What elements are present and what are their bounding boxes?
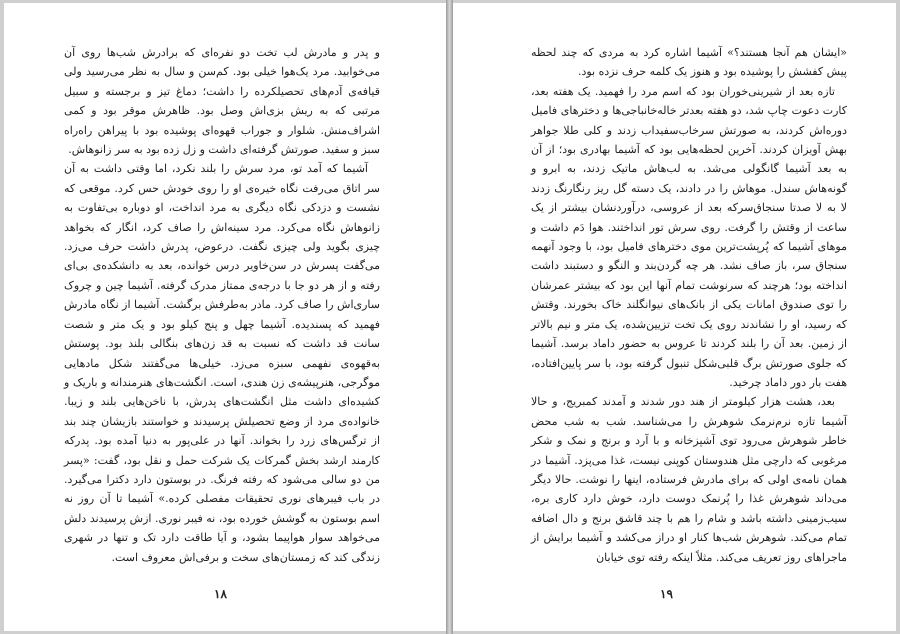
- book-gutter: [446, 0, 453, 634]
- paragraph: و پدر و مادرش لب تخت دو نفره‌ای که برادرش شب‌ها روی آن می‌خوابید. مرد یک‌هوا خیلی بود. کم‌سن و سال به نظر می‌رسید ولی قیافه‌ی آدم‌های تحصیلکرده را داشت؛ دماغ تیز و برجسته و سبیل مرتبی که به ریش بزی‌اش وصل بود. ظاهرش موقر بود و کمی اشراف‌منش. شلوار و جوراب قهوه‌ای پوشیده بود با پیراهن راه‌راه سبز و سفید. صورتش گرفته‌ای داشت و زل زده بود به سر زانوهاش.: [64, 46, 380, 157]
- paragraph: «ایشان هم آنجا هستند؟» آشیما اشاره کرد به مردی که چند لحظه پیش کفشش را پوشیده بود و هنوز یک کلمه حرف نزده بود.: [531, 46, 847, 79]
- paragraph: آشیما که آمد تو، مرد سرش را بلند نکرد، اما وقتی داشت به آن سر اتاق می‌رفت نگاه خیره‌ی او را روی خودش حس کرد. موقعی که نشست و دزدکی نگاه دیگری به مرد انداخت، او دوباره بی‌تفاوت به زانوهاش نگاه می‌کرد. مرد سینه‌اش را صاف کرد، انگار که بخواهد چیزی بگوید ولی چیزی نگفت. درعوض، پدرش داشت حرف می‌زد. می‌گفت پسرش در سن‌خاویر درس خوانده، بعد به دانشکده‌ی بی‌ای رفته و از هر دو جا با درجه‌ی ممتاز مدرک گرفته. آشیما چین و چروک ساری‌اش را صاف کرد. مادر به‌طرفش برگشت. آشیما از نگاه مادرش فهمید که پسندیده. آشیما چهل و پنج کیلو بود و یک متر و شصت سانت قد داشت که نسبت به قد زن‌های بنگالی بلند بود. پوستش به‌قهوه‌ی نفهمی سبزه می‌زد. خیلی‌ها می‌گفتند شکل مادهایی موگرجی، هنرپیشه‌ی زن هندی، است. انگشت‌های هنرمندانه و باریک و کشیده‌ای داشت مثل انگشت‌های پدرش، با ناخن‌هایی بلند و زیبا. خانواده‌ی مرد از وضع تحصیلش پرسیدند و خواستند بازیشان چند بند از ترگس‌های زرد را بخواند. آنها در علی‌پور به دنیا آمده بود. پدرکه کارمند ارشد بخش گمرکات یک شرکت حمل و نقل بود، گفت: «پسر من دو سالی می‌شود که رفته فرنگ. در بوستون دارد دکترا می‌گیرد. در باب فیبرهای نوری تحقیقات مفصلی کرده.» آشیما تا آن روز نه اسم بوستون به گوشش خورده بود، نه فیبر نوری. ازش پرسیدند دلش می‌خواهد سوار هواپیما بشود، و آیا طاقت دارد تک و تنها در شهری زندگی کند که زمستان‌های سخت و برفی‌اش معروف است.: [64, 162, 380, 564]
- page-number: ۱۹: [660, 587, 673, 601]
- left-page: [4, 3, 446, 631]
- left-page-text: [64, 43, 380, 567]
- right-page: [453, 3, 896, 631]
- right-page-text: [531, 43, 847, 567]
- paragraph: بعد، هشت هزار کیلومتر از هند دور شدند و آمدند کمبریج، و حالا آشیما تازه نرم‌نرمک شوهرش را می‌شناسد. شب به شب محض خاطر شوهرش می‌رود توی آشپزخانه و با آرد و برنج و نمک و شکر مرغوبی که دارچی مثل هندوستان کوپنی نیست، غذا می‌پزد. آشیما در همان نامه‌ی اولی که برای مادرش فرستاده، اینها را نوشت. حالا دیگر می‌داند شوهرش غذا را پُرنمک دوست دارد، خوش دارد کاری بره، سیب‌زمینی داشته باشد و شام را هم با چند قاشق برنج و دال اضافه تمام می‌کند. شوهرش شب‌ها کنار او دراز می‌کشد و آشیما برایش از ماجراهای روز تعریف می‌کند. مثلاً اینکه رفته توی خیابان: [531, 395, 847, 564]
- paragraph: تازه بعد از شیرینی‌خوران بود که اسم مرد را فهمید. یک هفته بعد، کارت دعوت چاپ شد، دو هفته بعد‌تر خاله‌خانباجی‌ها و دخترهای فامیل دوره‌اش کردند، به صورتش سرخاب‌سفیداب زدند و کلی طلا جواهر بهش آویزان کردند. آخرین لحظه‌هایی بود که آشیما بهادری بود؛ از آن به بعد آشیما گانگولی می‌شد. به لب‌هاش ماتیک زدند، به ابرو و گونه‌هاش سندل. موهاش را در دادند، یک دسته گل ریز رنگارنگ زدند لا به لا صدتا سنجاق‌سرکه بعد از عروسی، درآوردنشان بیشتر از یک ساعت از وقتش را گرفت. روی سرش تور انداختند. هوا دَم داشت و موهای آشیما که پُرپشت‌ترین موی دخترهای فامیل بود، با وجود آنهمه سنجاق سر، باز صاف نشد. هر چه گردن‌بند و النگو و دستبند داشت انداخته بود؛ هرچند که سرنوشت تمام آنها این بود که بیشتر عمرشان را توی صندوق امانات یکی از بانک‌های نیوانگلند خاک بخورند. وقتش که رسید، او را نشاندند روی یک تخت تزیین‌شده، یک متر و نیم بالاتر از زمین. بعد آن را بلند کردند تا عروس به حضور داماد برسد. آشیما که جلوی صورتش برگ قلبی‌شکل تنبول گرفته بود، با سر پایین‌افتاده، هفت بار دور داماد چرخید.: [531, 84, 847, 389]
- page-number: ۱۸: [214, 587, 227, 601]
